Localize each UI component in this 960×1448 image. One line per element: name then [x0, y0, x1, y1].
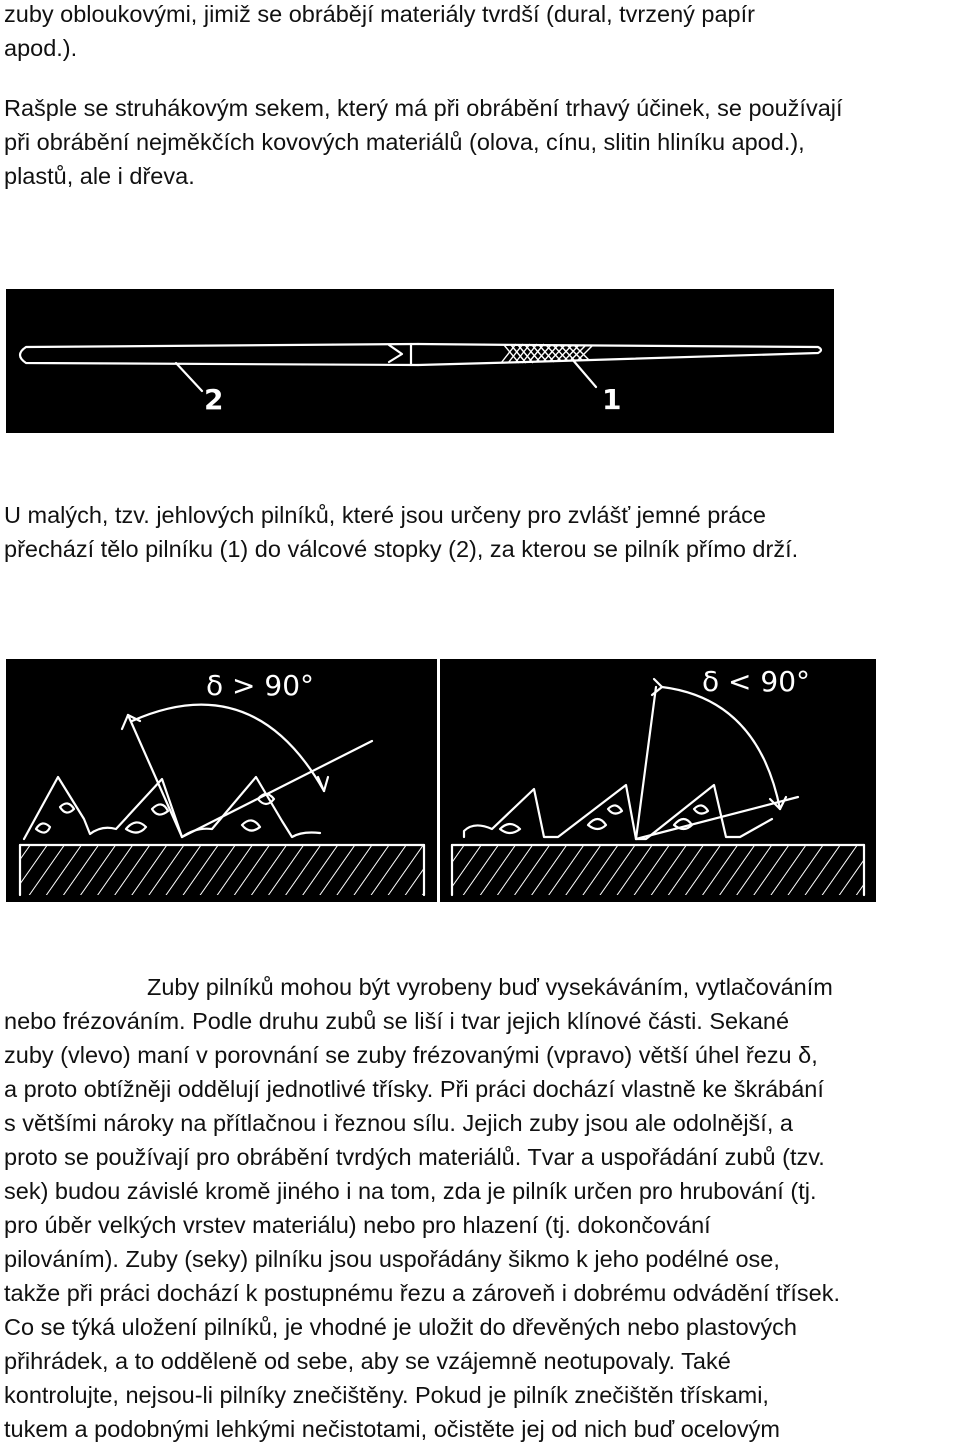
text-line: Rašple se struhákovým sekem, který má při obrábění trhavý účinek, se používají — [4, 95, 843, 121]
paragraph-needle-files — [4, 498, 956, 566]
text-line: plastů, ale i dřeva. — [4, 163, 195, 189]
angle-label-less: δ < 90° — [702, 665, 811, 698]
text-line: sek) budou závislé kromě jiného i na tom, zda je pilník určen pro hrubování (tj. — [4, 1178, 817, 1204]
paragraph-teeth-types — [4, 970, 956, 1446]
text-line: zuby (vlevo) maní v porovnání se zuby frézovanými (vpravo) větší úhel řezu δ, — [4, 1042, 818, 1068]
needle-file-drawing — [6, 289, 834, 433]
text-line: kontrolujte, nejsou-li pilníky znečištěny. Pokud je pilník znečištěn třískami, — [4, 1382, 769, 1408]
text-line: pro úběr velkých vrstev materiálu) nebo pro hlazení (tj. dokončování — [4, 1212, 711, 1238]
paragraph-continuation — [4, 0, 956, 65]
text-line: s většími nároky na přítlačnou i řeznou sílu. Jejich zuby jsou ale odolnější, a — [4, 1110, 793, 1136]
paragraph-rasps — [4, 91, 956, 193]
text-line: přechází tělo pilníku (1) do válcové stopky (2), za kterou se pilník přímo drží. — [4, 536, 799, 562]
milled-teeth-drawing — [440, 659, 876, 902]
text-line: U malých, tzv. jehlových pilníků, které jsou určeny pro zvlášť jemné práce — [4, 502, 766, 528]
text-line: tukem a podobnými lehkými nečistotami, očistěte jej od nich buď ocelovým — [4, 1416, 780, 1442]
text-line: proto se používají pro obrábění tvrdých materiálů. Tvar a uspořádání zubů (tzv. — [4, 1144, 825, 1170]
text-line: Co se týká uložení pilníků, je vhodné je uložit do dřevěných nebo plastových — [4, 1314, 797, 1340]
text-line: zuby obloukovými, jimiž se obrábějí materiály tvrdší (dural, tvrzený papír — [4, 1, 755, 27]
needle-file-figure — [6, 289, 834, 433]
text-line: Zuby pilníků mohou být vyrobeny buď vysekáváním, vytlačováním — [147, 974, 833, 1000]
body-label: 1 — [602, 383, 622, 416]
cut-teeth-figure — [6, 659, 437, 902]
text-line: přihrádek, a to odděleně od sebe, aby se vzájemně neotupovaly. Také — [4, 1348, 731, 1374]
text-line: při obrábění nejměkčích kovových materiálů (olova, cínu, slitin hliníku apod.), — [4, 129, 805, 155]
cut-teeth-drawing — [6, 659, 437, 902]
text-line: apod.). — [4, 35, 78, 61]
text-line: takže při práci dochází k postupnému řezu a zároveň i dobrému odvádění třísek. — [4, 1280, 841, 1306]
milled-teeth-figure — [440, 659, 876, 902]
text-line: a proto obtížněji oddělují jednotlivé třísky. Při práci dochází vlastně ke škrábání — [4, 1076, 824, 1102]
angle-label-greater: δ > 90° — [206, 669, 315, 702]
text-line: pilováním). Zuby (seky) pilníku jsou uspořádány šikmo k jeho podélné ose, — [4, 1246, 780, 1272]
shank-label: 2 — [204, 383, 224, 416]
text-line: nebo frézováním. Podle druhu zubů se liší i tvar jejich klínové části. Sekané — [4, 1008, 790, 1034]
